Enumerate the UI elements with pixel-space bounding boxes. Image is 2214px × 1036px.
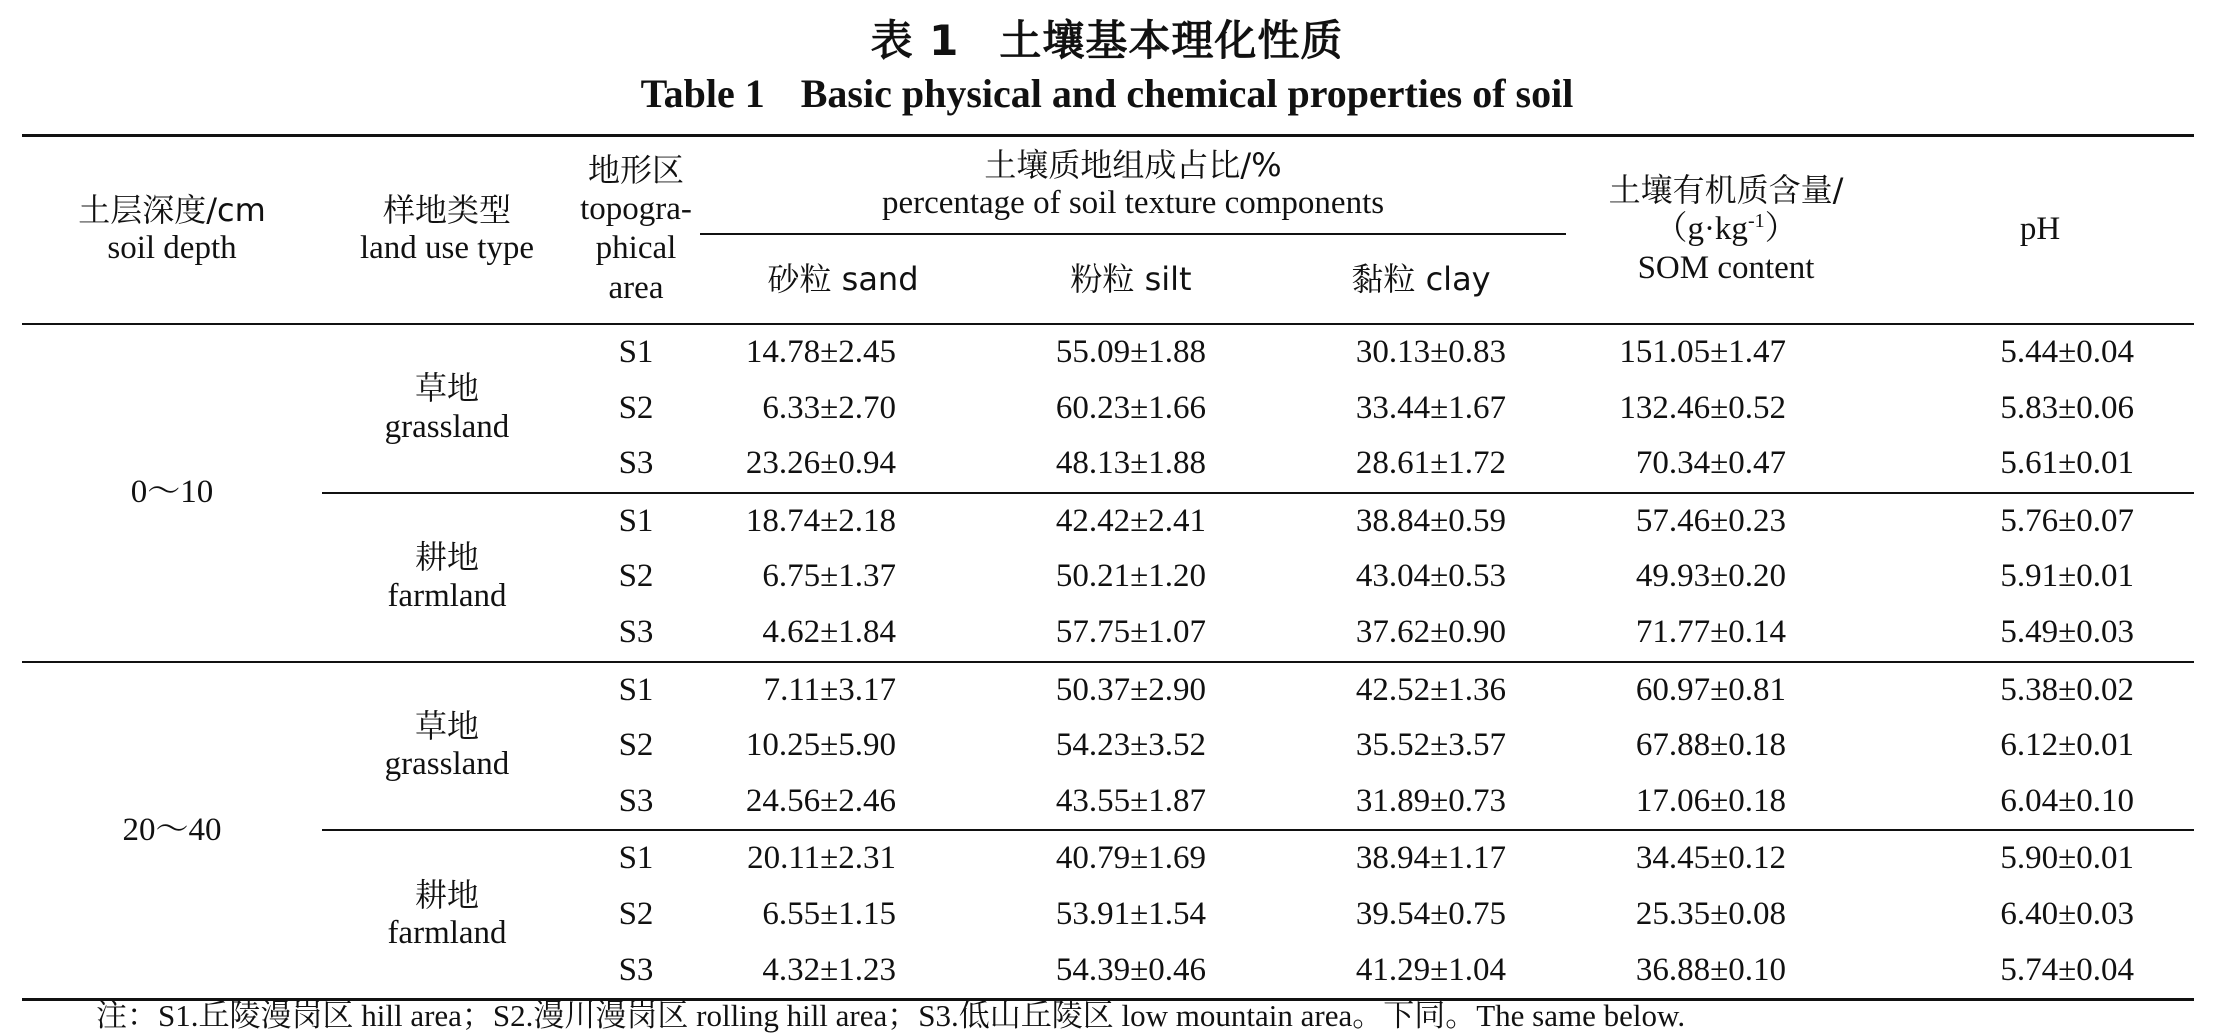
ph-cell: 5.38±0.02: [1886, 662, 2194, 719]
table-title-cn-text: 土壤基本理化性质: [999, 16, 1344, 65]
sand-cell: 7.11±3.17: [700, 662, 986, 719]
area-cell: S1: [572, 493, 700, 550]
clay-cell: 37.62±0.90: [1355, 613, 1507, 650]
ph-cell: 5.91±0.01: [2000, 558, 2135, 595]
header-topo-en-3: area: [608, 269, 664, 306]
header-topo-en-2: phical: [595, 230, 677, 267]
silt-cell: 60.23±1.66: [1055, 389, 1206, 426]
som-cell: 49.93±0.20: [1635, 558, 1787, 595]
table-number-cn: 表 1: [870, 16, 960, 65]
depth-cell: 20～40: [22, 662, 322, 1000]
header-som: [1566, 136, 1886, 325]
sand-cell: 6.33±2.70: [762, 389, 896, 426]
ph-cell: 5.44±0.04: [2000, 334, 2135, 370]
header-som-cn: 土壤有机质含量/: [1608, 171, 1844, 210]
header-topo-cn: 地形区: [587, 151, 684, 190]
clay-cell: 30.13±0.83: [1355, 334, 1507, 370]
table-header: [22, 136, 2194, 325]
header-land-use-cn: 样地类型: [382, 191, 511, 229]
clay-cell: 38.84±0.59: [1276, 493, 1566, 550]
clay-cell: 43.04±0.53: [1355, 558, 1507, 595]
clay-cell: 28.61±1.72: [1355, 445, 1507, 482]
header-som-en: SOM content: [1637, 250, 1815, 287]
clay-cell: 31.89±0.73: [1355, 782, 1507, 819]
som-cell: 70.34±0.47: [1635, 445, 1787, 482]
table-number-en: Table 1: [640, 71, 765, 116]
som-cell: 36.88±0.10: [1635, 951, 1787, 988]
header-silt: 粉粒 silt: [986, 234, 1276, 324]
table-row: [22, 324, 2194, 381]
sand-cell: 10.25±5.90: [745, 727, 896, 764]
header-som-unit-exp: -1: [1747, 209, 1765, 232]
table-title-en-text: Basic physical and chemical properties of soil: [800, 71, 1574, 116]
silt-cell: 48.13±1.88: [1055, 445, 1206, 482]
area-cell: S2: [618, 558, 654, 595]
clay-cell: 38.94±1.17: [1276, 830, 1566, 887]
area-cell: S2: [618, 727, 654, 764]
land-use-cell: [322, 662, 572, 831]
sand-cell: 6.75±1.37: [762, 558, 896, 595]
area-cell: S3: [618, 782, 654, 819]
clay-cell: 33.44±1.67: [1355, 389, 1507, 426]
area-cell: S3: [618, 613, 654, 650]
land-use-cell: [322, 324, 572, 493]
silt-cell: 55.09±1.88: [1055, 334, 1206, 370]
clay-cell: 41.29±1.04: [1355, 951, 1507, 988]
sand-cell: 4.32±1.23: [762, 951, 896, 988]
header-topo-en-1: topogra-: [580, 190, 692, 227]
sand-cell: 23.26±0.94: [745, 445, 896, 482]
land-use-cn: 草地: [414, 706, 479, 745]
land-use-cell: [322, 830, 572, 999]
silt-cell: 50.37±2.90: [986, 662, 1276, 719]
ph-cell: 6.04±0.10: [2000, 782, 2135, 819]
som-cell: 132.46±0.52: [1619, 389, 1787, 426]
soil-properties-table: [22, 134, 2194, 1001]
table-title-cn: [0, 8, 2214, 68]
table-row: [22, 830, 2194, 887]
som-cell: 25.35±0.08: [1635, 895, 1787, 932]
silt-cell: 50.21±1.20: [1055, 558, 1206, 595]
header-texture-cn: 土壤质地组成占比/%: [984, 146, 1282, 184]
clay-cell: 42.52±1.36: [1276, 662, 1566, 719]
header-sand: 砂粒 sand: [700, 234, 986, 324]
area-cell: S2: [618, 389, 654, 426]
som-cell: 57.46±0.23: [1566, 493, 1886, 550]
header-soil-texture: [700, 136, 1566, 235]
header-som-unit-close: ）: [1764, 210, 1798, 247]
silt-cell: 43.55±1.87: [1055, 782, 1206, 819]
land-use-cn: 耕地: [414, 875, 479, 914]
header-ph: pH: [1886, 136, 2194, 325]
sand-cell: 14.78±2.45: [745, 334, 896, 370]
silt-cell: 57.75±1.07: [1055, 613, 1206, 650]
header-soil-depth-en: soil depth: [107, 230, 237, 267]
sand-cell: 18.74±2.18: [700, 493, 986, 550]
ph-cell: 5.61±0.01: [2000, 445, 2135, 482]
som-cell: 151.05±1.47: [1619, 334, 1787, 370]
land-use-en: grassland: [384, 746, 510, 783]
area-cell: S1: [618, 334, 654, 370]
header-topographical-area: [572, 136, 700, 325]
sand-cell: 24.56±2.46: [745, 782, 896, 819]
land-use-en: grassland: [384, 408, 510, 445]
silt-cell: 54.23±3.52: [1055, 727, 1206, 764]
area-cell: S3: [618, 445, 654, 482]
silt-cell: 42.42±2.41: [986, 493, 1276, 550]
header-soil-depth: [22, 136, 322, 325]
clay-cell: 35.52±3.57: [1355, 727, 1507, 764]
sand-cell: 6.55±1.15: [762, 895, 896, 932]
header-clay: 黏粒 clay: [1276, 234, 1566, 324]
table-title-en: [0, 70, 2214, 117]
area-cell: S3: [618, 951, 654, 988]
land-use-cn: 草地: [414, 369, 479, 408]
land-use-cell: [322, 493, 572, 662]
land-use-cn: 耕地: [414, 538, 479, 577]
silt-cell: 53.91±1.54: [1055, 895, 1206, 932]
silt-cell: 40.79±1.69: [986, 830, 1276, 887]
header-som-unit-open: （g·kg: [1654, 210, 1748, 247]
header-land-use-en: land use type: [359, 230, 535, 267]
header-som-unit: [1566, 210, 1886, 250]
table-body: [22, 324, 2194, 1000]
sand-cell: 4.62±1.84: [762, 613, 896, 650]
area-cell: S1: [572, 662, 700, 719]
area-cell: S1: [572, 830, 700, 887]
ph-cell: 6.40±0.03: [2000, 895, 2135, 932]
ph-cell: 5.74±0.04: [2000, 951, 2135, 988]
table-row: [22, 493, 2194, 550]
sand-cell: 20.11±2.31: [700, 830, 986, 887]
ph-cell: 5.49±0.03: [2000, 613, 2135, 650]
som-cell: 60.97±0.81: [1566, 662, 1886, 719]
depth-cell: 0～10: [130, 473, 214, 510]
table-footnote: 注：S1.丘陵漫岗区 hill area；S2.漫川漫岗区 rolling hill area；S3.低山丘陵区 low mountain area。下同。The same below.: [96, 998, 1686, 1033]
som-cell: 71.77±0.14: [1635, 613, 1787, 650]
ph-cell: 5.76±0.07: [1886, 493, 2194, 550]
ph-cell: 5.83±0.06: [2000, 389, 2135, 426]
table-row: [22, 662, 2194, 719]
header-land-use: [322, 136, 572, 325]
ph-cell: 5.90±0.01: [1886, 830, 2194, 887]
ph-cell: 6.12±0.01: [2000, 727, 2135, 764]
som-cell: 67.88±0.18: [1635, 727, 1787, 764]
silt-cell: 54.39±0.46: [1055, 951, 1206, 988]
land-use-en: farmland: [387, 577, 507, 614]
header-texture-en: percentage of soil texture components: [881, 185, 1385, 222]
som-cell: 34.45±0.12: [1566, 830, 1886, 887]
som-cell: 17.06±0.18: [1635, 782, 1787, 819]
clay-cell: 39.54±0.75: [1355, 895, 1507, 932]
area-cell: S2: [618, 895, 654, 932]
header-soil-depth-cn: 土层深度/cm: [78, 191, 266, 229]
land-use-en: farmland: [387, 915, 507, 952]
